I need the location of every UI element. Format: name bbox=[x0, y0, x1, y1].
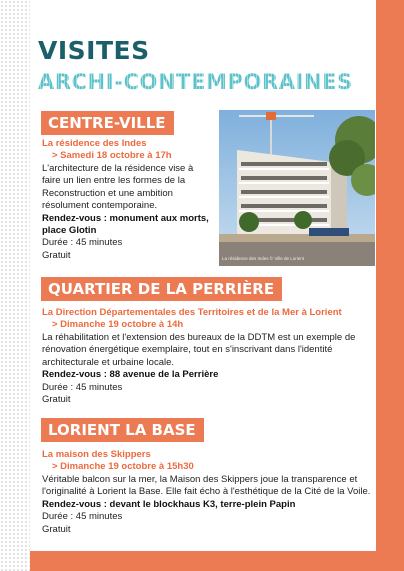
building-photo bbox=[219, 110, 375, 266]
page-title-line1: VISITES bbox=[38, 36, 150, 65]
orange-border-right bbox=[376, 0, 404, 571]
rendezvous-line: place Glotin bbox=[42, 225, 97, 237]
visit-date: > Dimanche 19 octobre à 15h30 bbox=[52, 461, 194, 472]
venue-title: La maison des Skippers bbox=[42, 449, 151, 460]
rendezvous-line: Rendez-vous : devant le blockhaus K3, terre-plein Papin bbox=[42, 498, 296, 510]
section-tag-lorient-la-base: LORIENT LA BASE bbox=[41, 418, 204, 442]
duration: Durée : 45 minutes bbox=[42, 237, 123, 249]
description-line: résolument contemporaine. bbox=[42, 200, 158, 212]
description-line: Reconstruction et une ambition bbox=[42, 187, 173, 199]
rendezvous-line: Rendez-vous : 88 avenue de la Perrière bbox=[42, 369, 219, 381]
visit-date: > Samedi 18 octobre à 17h bbox=[52, 150, 172, 161]
venue-title: La Direction Départementales des Territoires et de la Mer à Lorient bbox=[42, 307, 342, 318]
dotted-pattern bbox=[0, 0, 30, 571]
duration: Durée : 45 minutes bbox=[42, 511, 123, 523]
description-line: La réhabilitation et l'extension des bureaux de la DDTM est un exemple de bbox=[42, 332, 356, 343]
description-line: rénovation énergétique exemplaire, tout en s'inscrivant dans l'identité bbox=[42, 344, 333, 356]
section-body bbox=[42, 474, 374, 536]
visit-date: > Dimanche 19 octobre à 14h bbox=[52, 319, 184, 330]
section-tag-centre-ville: CENTRE-VILLE bbox=[41, 111, 174, 135]
price: Gratuit bbox=[42, 249, 71, 261]
venue-title: La résidence des Indes bbox=[42, 138, 147, 149]
duration: Durée : 45 minutes bbox=[42, 381, 123, 393]
price: Gratuit bbox=[42, 394, 71, 406]
rendezvous-line: Rendez-vous : monument aux morts, bbox=[42, 212, 209, 224]
description-line: l'originalité à Lorient la Base. Elle fait écho à l'esthétique de la Cité de la Voile. bbox=[42, 486, 371, 498]
photo-caption: La résidence des Indes © Ville de Lorient bbox=[222, 256, 305, 261]
price: Gratuit bbox=[42, 523, 71, 535]
description-line: L'architecture de la résidence vise à bbox=[42, 163, 194, 174]
description-line: architecturale et urbaine locale. bbox=[42, 356, 175, 368]
description-line: Véritable balcon sur la mer, la Maison des Skippers joue la transparence et bbox=[42, 474, 358, 485]
page-title-line2: ARCHI-CONTEMPORAINES bbox=[38, 70, 353, 94]
description-line: faire un lien entre les formes de la bbox=[42, 175, 186, 187]
section-body bbox=[42, 332, 372, 406]
section-tag-perriere: QUARTIER DE LA PERRIÈRE bbox=[41, 277, 282, 301]
orange-border-bottom bbox=[30, 551, 404, 571]
section-body bbox=[42, 163, 218, 262]
